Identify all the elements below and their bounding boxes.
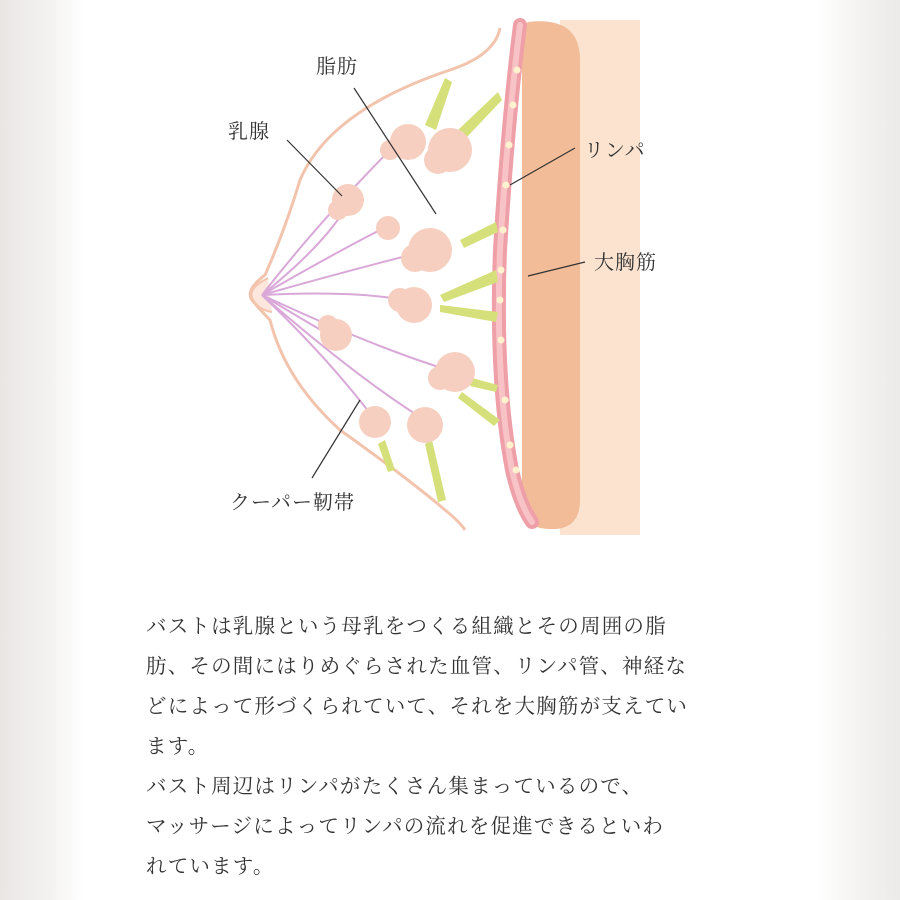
text-line: マッサージによってリンパの流れを促進できるといわ — [146, 814, 665, 838]
mammary-glands — [318, 124, 475, 443]
text-line: バストは乳腺という母乳をつくる組織とその周囲の脂 — [146, 614, 667, 638]
label-lymph: リンパ — [584, 138, 646, 162]
milk-ducts — [262, 140, 455, 420]
description-text — [146, 606, 786, 886]
label-cooper-ligament: クーパー靭帯 — [230, 490, 355, 514]
text-line: バスト周辺はリンパがたくさん集まっているので、 — [146, 774, 644, 798]
label-mammary-gland: 乳腺 — [228, 119, 270, 143]
text-line: 肪、その間にはりめぐらされた血管、リンパ管、神経な — [146, 654, 688, 678]
label-pectoralis-major: 大胸筋 — [594, 250, 657, 274]
text-line: ます。 — [146, 734, 210, 758]
breast-outline — [250, 28, 500, 530]
text-line: れています。 — [146, 854, 275, 878]
label-fat: 脂肪 — [316, 54, 358, 78]
text-line: どによって形づくられていて、それを大胸筋が支えてい — [146, 694, 689, 718]
